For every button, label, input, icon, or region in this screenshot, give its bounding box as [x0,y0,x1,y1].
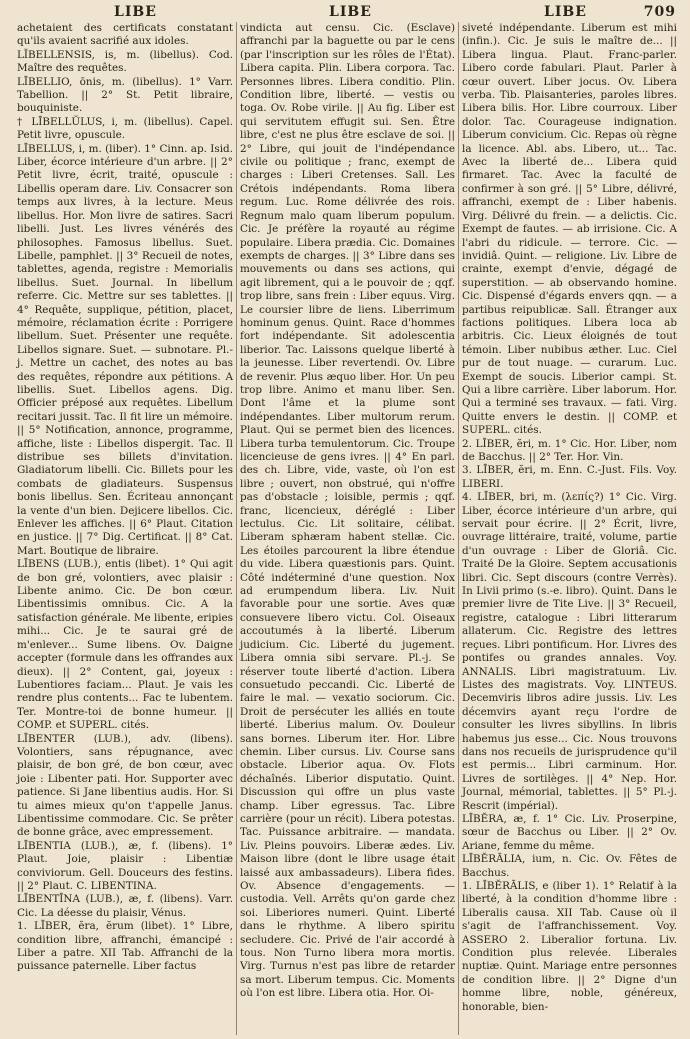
entry: 2. LĪBER, ĕri, m. 1° Cic. Hor. Liber, nom de Bacchus. || 2° Ter. Hor. Vin. [462,437,677,463]
entry: vindicta aut censu. Cic. (Esclave) affranchi par la baguette ou par le cens (par l'inscription sur les rôles de l'État). Libera capita. Plin. Libera corpora. Tac. Personnes libres. Libera conditio. Plin. Condition libre, liberté. — vestis ou toga. Ov. Robe virile. || Au fig. Liber est qui servitutem effugit sui. Sen. Être libre, c'est ne plus être esclave de soi. || 2° Libre, qui jouit de l'indépendance civile ou politique ; franc, exempt de charges : Liberi Cretenses. Sall. Les Crétois indépendants. Roma libera regum. Luc. Rome délivrée des rois. Regnum malo quam liberum populum. Cic. Je préfère la royauté au régime populaire. Libera prædia. Cic. Domaines exempts de charges. || 3° Libre dans ses mouvements ou dans ses actions, qui agit librement, qui a le pouvoir de ; qqf. trop libre, sans frein : Liber equus. Virg. Le coursier libre de liens. Liberrimum hominum genus. Quint. Race d'hommes fort indépendante. Sit adolescentia liberior. Tac. Laissons quelque liberté à la jeunesse. Liber revertendi. Ov. Libre de revenir. Plus æquo liber. Hor. Un peu trop libre. Animo et manu liber. Sen. Dont l'âme et la plume sont indépendantes. Liber multorum rerum. Plaut. Qui se permet bien des licences. Libera turba temulentorum. Cic. Troupe licencieuse de gens ivres. || 4° En parl. des ch. Libre, vide, vaste, où l'on est libre ; ouvert, non obstrué, qui n'offre pas d'obstacle ; loisible, permis ; qqf. franc, licencieux, déréglé : Liber lectulus. Cic. Lit solitaire, célibat. Liberam sphæram habent stellæ. Cic. Les étoiles parcourent la libre étendue du vide. Libera quæstionis pars. Quint. Côté indéterminé d'une question. Nox ad erumpendum libera. Liv. Nuit favorable pour une sortie. Aves quæ consuevere libero victu. Col. Oiseaux accoutumés à la liberté. Liberum judicium. Cic. Liberté du jugement. Libera omnia sibi servare. Pl.-j. Se réserver toute liberté d'action. Libera consuetudo peccandi. Cic. Liberté de faire le mal. — vexatio sociorum. Cic. Droit de persécuter les alliés en toute liberté. Liberius malum. Ov. Douleur sans bornes. Liberum iter. Hor. Libre chemin. Liber cursus. Liv. Course sans obstacle. Liberior aqua. Ov. Flots déchaînés. Liberior disputatio. Quint. Discussion qui offre un plus vaste champ. Liber egressus. Tac. Libre carrière (pour un récit). Libera potestas. Tac. Puissance arbitraire. — mandata. Liv. Pleins pouvoirs. Liberæ ædes. Liv. Maison libre (dont le libre usage était laissé aux ambassadeurs). Libera fides. Ov. Absence d'engagements. — custodia. Vell. Arrêts qu'on garde chez soi. Liberiores numeri. Quint. Liberté dans le rhythme. A libero spiritu secludere. Cic. Privé de l'air accordé à tous. Non Turno libera mora mortis. Virg. Turnus n'est pas libre de retarder sa mort. Liberum tempus. Cic. Moments où l'on est libre. Libera otia. Hor. Oi- [240,22,455,1000]
entry: LĪBELLIO, ōnis, m. (libellus). 1° Varr. Tabellion. || 2° St. Petit libraire, bouquiniste. [17,75,233,115]
column-left [14,22,236,1035]
text-columns [14,22,680,1035]
entry: LĪBĔRĀLIA, ium, n. Cic. Ov. Fêtes de Bacchus. [462,853,677,879]
entry: LĪBĔRA, æ, f. 1° Cic. Liv. Proserpine, sœur de Bacchus ou Liber. || 2° Ov. Ariane, femme du même. [462,812,677,852]
header-center-word: LIBE [329,4,372,20]
entry: 3. LĪBER, ĕri, m. Enn. C.-Just. Fils. Voy. LIBERI. [462,464,677,490]
running-header [14,2,676,22]
entry: LĪBENS (LUB.), entis (libet). 1° Qui agit de bon gré, volontiers, avec plaisir : Libente animo. Cic. De bon cœur. Libentissimis omnibus. Cic. A la satisfaction générale. Me libente, eripies mihi... Cic. Je te saurai gré de m'enlever... Sume libens. Ov. Daigne accepter (formule dans les offrandes aux dieux). || 2° Content, gai, joyeux : Lubentiores faciam... Plaut. Je vais les rendre plus contents... Fac te lubentem. Ter. Montre-toi de bonne humeur. || COMP. et SUPERL. cités. [17,558,233,732]
entry: 1. LĪBER, ĕra, ĕrum (libet). 1° Libre, condition libre, affranchi, émancipé : Liber a patre. XII Tab. Affranchi de la puissance paternelle. Liber factus [17,920,233,973]
column-right [458,22,680,1035]
entry: † LĪBELLŬLUS, i, m. (libellus). Capel. Petit livre, opuscule. [17,115,233,142]
entry: LĪBENTIA (LUB.), æ, f. (libens). 1° Plaut. Joie, plaisir : Libentiæ conviviorum. Gell. Douceurs des festins. || 2° Plaut. C. LIBENTINA. [17,839,233,892]
entry: 4. LĪBER, bri, m. (λεπίς?) 1° Cic. Virg. Liber, écorce intérieure d'un arbre, qui servait pour écrire. || 2° Écrit, livre, ouvrage littéraire, traité, volume, partie d'un ouvrage : Liber de Gloriâ. Cic. Traité De la Gloire. Septem accusationis libri. Cic. Sept discours (contre Verrès). In Livii primo (s.-e. libro). Quint. Dans le premier livre de Tite Live. || 3° Recueil, registre, catalogue : Libri litterarum allaterum. Cic. Registre des lettres reçues. Libri pontificum. Hor. Livres des pontifes ou grandes annales. Voy. ANNALIS. Libri magistratuum. Liv. Listes des magistrats. Voy. LINTEUS. Decemviris libros adire jussis. Liv. Les décemvirs ayant reçu l'ordre de consulter les livres sibyllins. In libris habemus jus esse... Cic. Nous trouvons dans nos recueils de jurisprudence qu'il est permis... Libri carminum. Hor. Livres de sortilèges. || 4° Nep. Hor. Journal, mémorial, tablettes. || 5° Pl.-j. Rescrit (impérial). [462,491,677,812]
entry: LĪBELLUS, i, m. (liber). 1° Cinn. ap. Isid. Liber, écorce intérieure d'un arbre. || 2° Petit livre, écrit, traité, opuscule : Libellis operam dare. Liv. Consacrer son temps aux livres, à la lecture. Meus libellus. Hor. Mon livre de satires. Sacri libelli. Just. Les livres vénérés des philosophes. Famosus libellus. Suet. Libelle, pamphlet. || 3° Recueil de notes, tablettes, agenda, registre : Memorialis libellus. Suet. Journal. In libellum referre. Cic. Mettre sur ses tablettes. || 4° Requête, supplique, pétition, placet, mémoire, réclamation écrite : Porrigere libellum. Suet. Présenter une requête. Libellos signare. Suet. — subnotare. Pl.-j. Mettre un cachet, des notes au bas des requêtes, répondre aux pétitions. A libellis. Suet. Libellos agens. Dig. Officier préposé aux requêtes. Libellum recitari jussit. Tac. Il fit lire un mémoire. || 5° Notification, annonce, programme, affiche, liste : Libellos dispergit. Tac. Il distribue ses billets d'invitation. Gladiatorum libelli. Cic. Billets pour les combats de gladiateurs. Suspensus bonis libellus. Sen. Écriteau annonçant la vente d'un bien. Dejicere libellos. Cic. Enlever les affiches. || 6° Plaut. Citation en justice. || 7° Dig. Certificat. || 8° Cat. Mart. Boutique de libraire. [17,142,233,557]
entry: LĬBELLENSIS, is, m. (libellus). Cod. Maître des requêtes. [17,48,233,75]
page-number: 709 [643,4,676,20]
entry: LĪBENTER (LUB.), adv. (libens). Volontiers, sans répugnance, avec plaisir, de bon gré, de bon cœur, avec joie : Libenter pati. Hor. Supporter avec patience. Si Jane libentius audis. Hor. Si tu aimes mieux qu'on t'appelle Janus. Libentissime commodare. Cic. Se prêter de bonne grâce, avec empressement. [17,732,233,839]
entry: siveté indépendante. Liberum est mihi (infin.). Cic. Je suis le maître de... || Libera lingua. Plaut. Franc-parler. Libero corde fabulari. Plaut. Parler à cœur ouvert. Liber jocus. Ov. Libera verba. Tib. Plaisanteries, paroles libres. Libera bilis. Hor. Libre courroux. Liber dolor. Tac. Courageuse indignation. Liberum convicium. Cic. Repas où règne la licence. Abl. abs. Libero, ut... Tac. Avec la liberté de... Libera quid firmaret. Tac. Avec la faculté de confirmer à son gré. || 5° Libre, délivré, affranchi, exempt de : Liber habenis. Virg. Délivré du frein. — a delictis. Cic. Exempt de fautes. — ab irrisione. Cic. A l'abri du ridicule. — terrore. Cic. — invidiâ. Quint. — religione. Liv. Libre de crainte, exempt d'envie, dégagé de superstition. — ab observando homine. Cic. Dispensé d'égards envers qqn. — a partibus reipublicæ. Sall. Étranger aux factions politiques. Libera loca ab arbitris. Cic. Lieux éloignés de tout témoin. Liber nubibus æther. Luc. Ciel pur de tout nuage. — curarum. Luc. Exempt de soucis. Liberior campi. St. Qui a libre carrière. Liber laborum. Hor. Qui a terminé ses travaux. — fati. Virg. Quitte envers le destin. || COMP. et SUPERL. cités. [462,22,677,437]
entry: 1. LĪBĔRĀLIS, e (liber 1). 1° Relatif à la liberté, à la condition d'homme libre : Liberalis causa. XII Tab. Cause où il s'agit de l'affranchissement. Voy. ASSERO 2. Liberalior fortuna. Liv. Condition plus relevée. Liberales nuptiæ. Quint. Mariage entre personnes de condition libre. || 2° Digne d'un homme libre, noble, généreux, honorable, bien- [462,880,677,1013]
entry: achetaient des certificats constatant qu'ils avaient sacrifié aux idoles. [17,22,233,48]
entry: LĪBENTĪNA (LUB.), æ, f. (libens). Varr. Cic. La déesse du plaisir, Vénus. [17,893,233,919]
header-left-word: LIBE [114,4,157,20]
header-right-word: LIBE [544,4,587,20]
column-middle [236,22,458,1035]
